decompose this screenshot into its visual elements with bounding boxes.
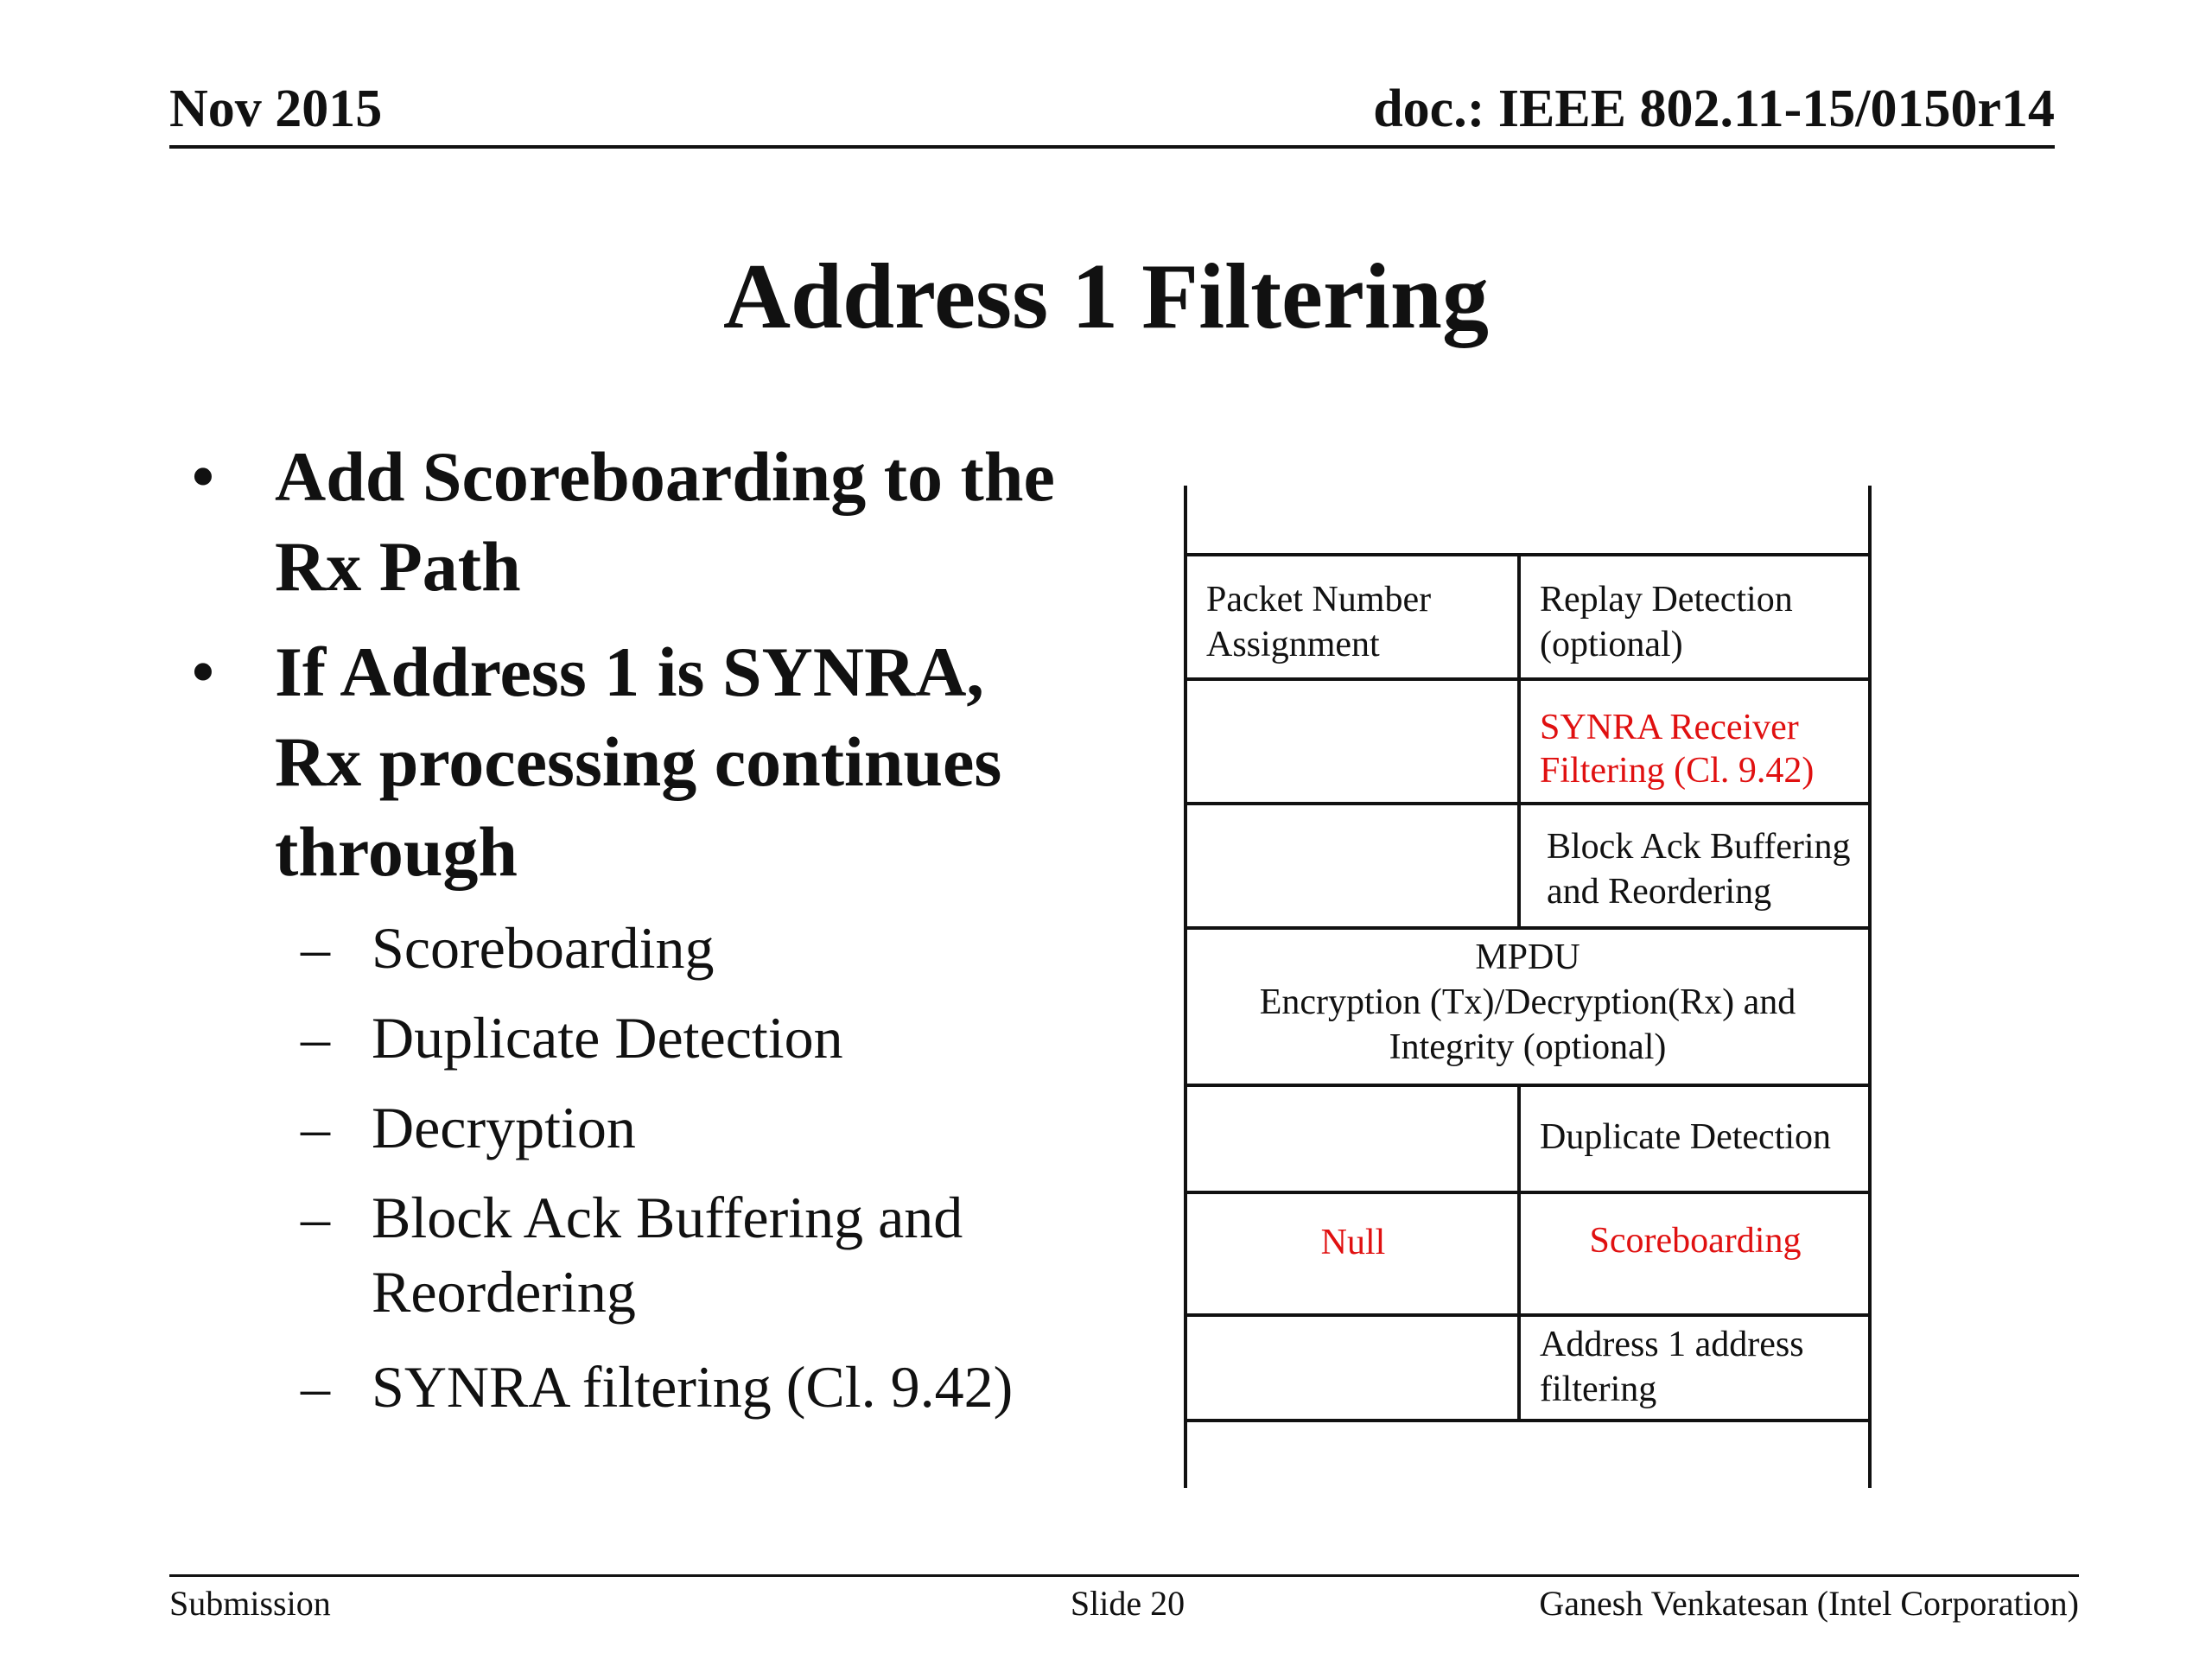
sub-item-duplicate-detection: Duplicate Detection — [372, 1005, 843, 1071]
header-doc-number: doc.: IEEE 802.11-15/0150r14 — [1373, 79, 2055, 138]
cell-null: Null — [1320, 1223, 1386, 1262]
sub-item-synra-filtering: SYNRA filtering (Cl. 9.42) — [372, 1354, 1014, 1420]
cell-mpdu-line-2: Encryption (Tx)/Decryption(Rx) and — [1259, 982, 1796, 1022]
cell-address-filtering-line-2: filtering — [1540, 1370, 1657, 1409]
cell-address-filtering-line-1: Address 1 address — [1540, 1325, 1804, 1364]
diagram-row-divider — [1184, 926, 1872, 930]
bullet-2-line-3: through — [275, 812, 518, 891]
sub-item-block-ack-line-2: Reordering — [372, 1259, 636, 1325]
bullet-marker: • — [192, 442, 214, 512]
bullet-2-line-1: If Address 1 is SYNRA, — [275, 632, 984, 711]
cell-synra-receiver-line-2: Filtering (Cl. 9.42) — [1540, 751, 1815, 791]
diagram-row-divider — [1184, 1191, 1872, 1194]
cell-scoreboarding: Scoreboarding — [1589, 1221, 1802, 1261]
footer-submission: Submission — [169, 1584, 331, 1623]
diagram-column-divider — [1517, 679, 1521, 804]
diagram-row-divider — [1184, 553, 1872, 556]
diagram-column-divider — [1517, 804, 1521, 928]
sub-bullet-marker: – — [301, 1354, 330, 1420]
sub-bullet-marker: – — [301, 1005, 330, 1071]
cell-mpdu-line-3: Integrity (optional) — [1389, 1027, 1667, 1067]
sub-item-block-ack-line-1: Block Ack Buffering and — [372, 1185, 963, 1250]
footer-divider — [169, 1574, 2079, 1577]
bullet-1-line-1: Add Scoreboarding to the — [275, 437, 1055, 516]
cell-replay-detection-line-2: (optional) — [1540, 625, 1683, 664]
bullet-2-line-2: Rx processing continues — [275, 722, 1002, 801]
cell-packet-number-line-2: Assignment — [1206, 625, 1380, 664]
diagram-row-divider — [1184, 1419, 1872, 1422]
cell-duplicate-detection: Duplicate Detection — [1540, 1117, 1832, 1157]
bullet-1-line-2: Rx Path — [275, 527, 521, 606]
diagram-row-divider — [1184, 1084, 1872, 1087]
sub-item-decryption: Decryption — [372, 1095, 636, 1160]
sub-bullet-marker: – — [301, 1185, 330, 1250]
slide-title: Address 1 Filtering — [723, 245, 1489, 348]
cell-mpdu-line-1: MPDU — [1475, 938, 1580, 977]
diagram-right-border — [1868, 486, 1872, 1488]
diagram-row-divider — [1184, 802, 1872, 805]
footer-author: Ganesh Venkatesan (Intel Corporation) — [1539, 1584, 2079, 1623]
sub-bullet-marker: – — [301, 915, 330, 981]
diagram-column-divider — [1517, 1315, 1521, 1421]
diagram-row-divider — [1184, 1313, 1872, 1317]
cell-packet-number-line-1: Packet Number — [1206, 580, 1432, 620]
diagram-column-divider — [1517, 1085, 1521, 1192]
cell-block-ack-line-2: and Reordering — [1547, 872, 1772, 912]
diagram-row-divider — [1184, 677, 1872, 681]
header-divider — [169, 145, 2055, 149]
cell-replay-detection-line-1: Replay Detection — [1540, 580, 1793, 620]
diagram-column-divider — [1517, 555, 1521, 679]
footer-slide-number: Slide 20 — [1070, 1584, 1185, 1623]
bullet-marker: • — [192, 637, 214, 708]
cell-synra-receiver-line-1: SYNRA Receiver — [1540, 708, 1799, 747]
sub-item-scoreboarding: Scoreboarding — [372, 915, 715, 981]
header-date: Nov 2015 — [169, 79, 383, 138]
sub-bullet-marker: – — [301, 1095, 330, 1160]
cell-block-ack-line-1: Block Ack Buffering — [1547, 827, 1851, 867]
